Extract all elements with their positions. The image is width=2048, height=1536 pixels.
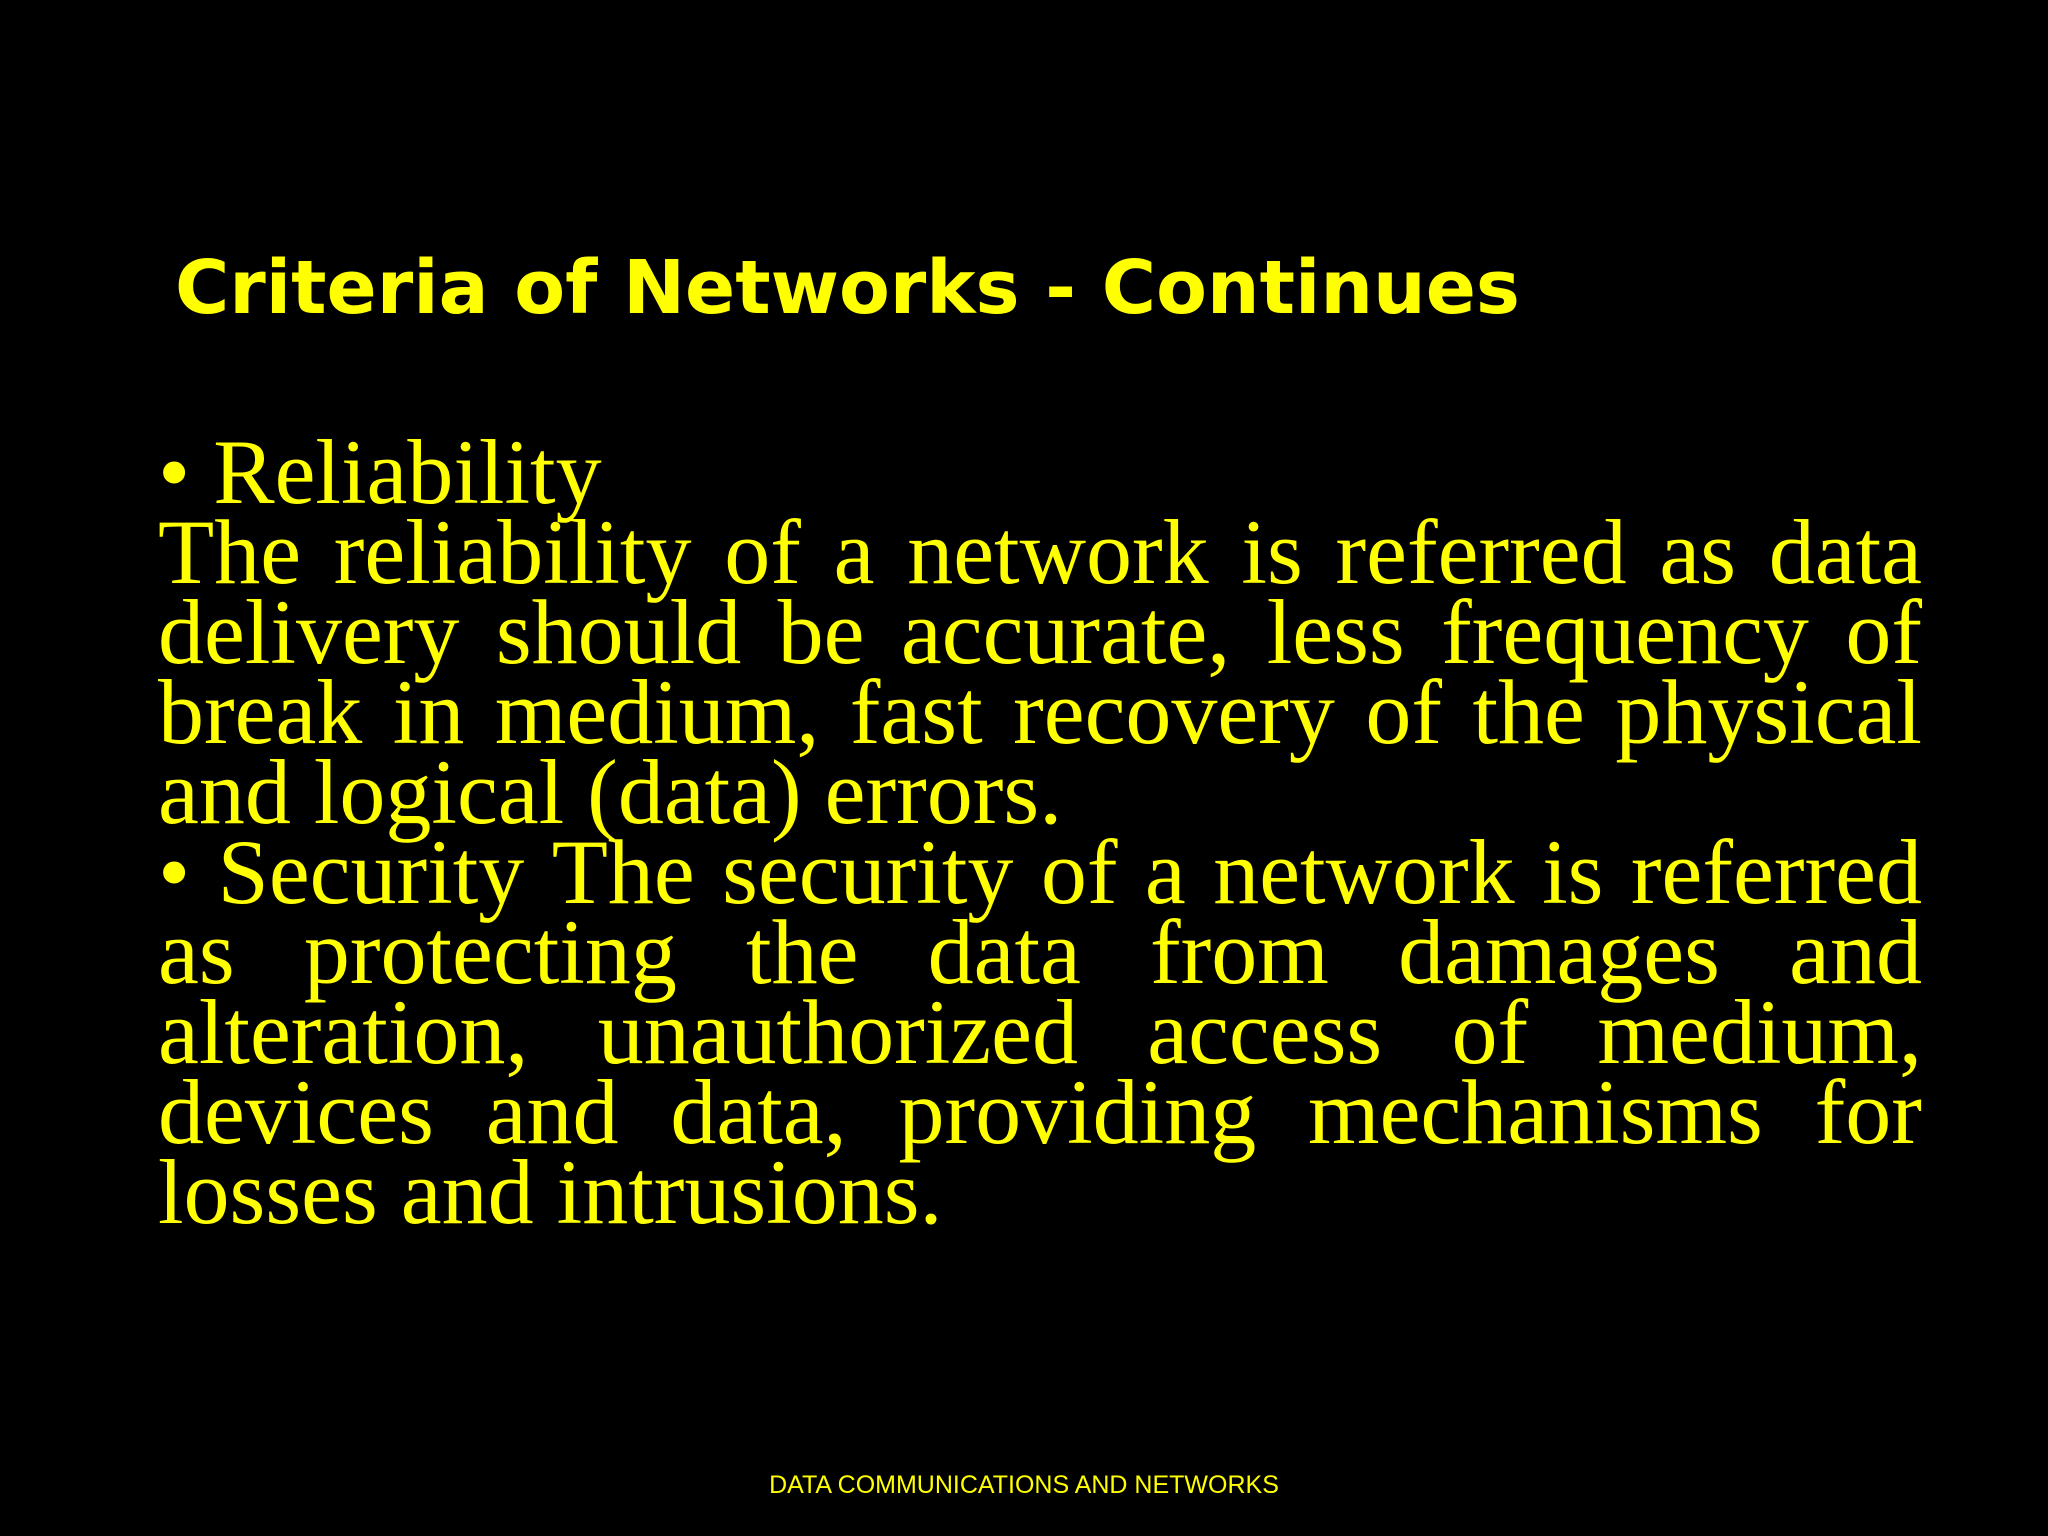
body-word: security xyxy=(722,821,1014,923)
body-word: of xyxy=(1365,661,1442,763)
body-word: unauthorized xyxy=(597,981,1078,1083)
body-word: The xyxy=(551,821,695,923)
body-word: Security xyxy=(217,821,525,923)
body-word: for xyxy=(1814,1061,1922,1163)
body-word: referred xyxy=(1630,821,1922,923)
body-line xyxy=(158,501,1922,603)
body-word: the xyxy=(1472,661,1585,763)
body-word: network xyxy=(1213,821,1515,923)
body-word: mechanisms xyxy=(1308,1061,1763,1163)
body-word: less xyxy=(1266,581,1405,683)
body-word: a xyxy=(1144,821,1186,923)
body-line xyxy=(158,901,1922,1003)
body-line xyxy=(158,981,1922,1083)
body-word: fast xyxy=(849,661,983,763)
body-word: of xyxy=(1040,821,1118,923)
body-word: from xyxy=(1150,901,1329,1003)
body-word: recovery xyxy=(1013,661,1335,763)
body-word: is xyxy=(1241,501,1303,603)
body-word: of xyxy=(1451,981,1529,1083)
body-word: the xyxy=(746,901,859,1003)
body-word: of xyxy=(724,501,801,603)
body-word: referred xyxy=(1335,501,1627,603)
body-word: of xyxy=(1845,581,1922,683)
body-word: as xyxy=(158,901,235,1003)
body-word: a xyxy=(833,501,875,603)
body-word: protecting xyxy=(303,901,677,1003)
body-line: losses and intrusions. xyxy=(158,1141,943,1243)
body-word: should xyxy=(495,581,742,683)
body-word: providing xyxy=(898,1061,1257,1163)
body-word: accurate, xyxy=(900,581,1231,683)
body-word: damages xyxy=(1398,901,1720,1003)
body-line xyxy=(158,661,1922,763)
slide-footer: DATA COMMUNICATIONS AND NETWORKS xyxy=(769,1471,1279,1499)
body-word: data, xyxy=(670,1061,847,1163)
body-word: data xyxy=(1768,501,1922,603)
body-word: break xyxy=(158,661,363,763)
body-word: network xyxy=(907,501,1209,603)
body-word: delivery xyxy=(158,581,460,683)
body-word: devices xyxy=(158,1061,434,1163)
body-line xyxy=(158,581,1922,683)
body-word: and xyxy=(1789,901,1922,1003)
body-word: access xyxy=(1147,981,1383,1083)
body-word: data xyxy=(927,901,1081,1003)
body-word: be xyxy=(777,581,865,683)
body-word: alteration, xyxy=(158,981,529,1083)
body-line: and logical (data) errors. xyxy=(158,741,1063,843)
body-word: is xyxy=(1542,821,1604,923)
body-word: • xyxy=(158,821,191,923)
body-word: and xyxy=(485,1061,619,1163)
slide-body xyxy=(158,421,1922,1243)
body-line-bullet-reliability: • Reliability xyxy=(158,421,602,523)
body-word: medium, xyxy=(1597,981,1922,1083)
body-line-bullet-security xyxy=(158,821,1922,923)
body-word: in xyxy=(392,661,465,763)
body-word: reliability xyxy=(333,501,692,603)
body-word: frequency xyxy=(1441,581,1809,683)
slide-title: Criteria of Networks - Continues xyxy=(175,245,1520,331)
body-word: physical xyxy=(1615,661,1922,763)
body-line xyxy=(158,1061,1922,1163)
body-word: The xyxy=(158,501,302,603)
body-word: as xyxy=(1659,501,1736,603)
body-word: medium, xyxy=(494,661,820,763)
